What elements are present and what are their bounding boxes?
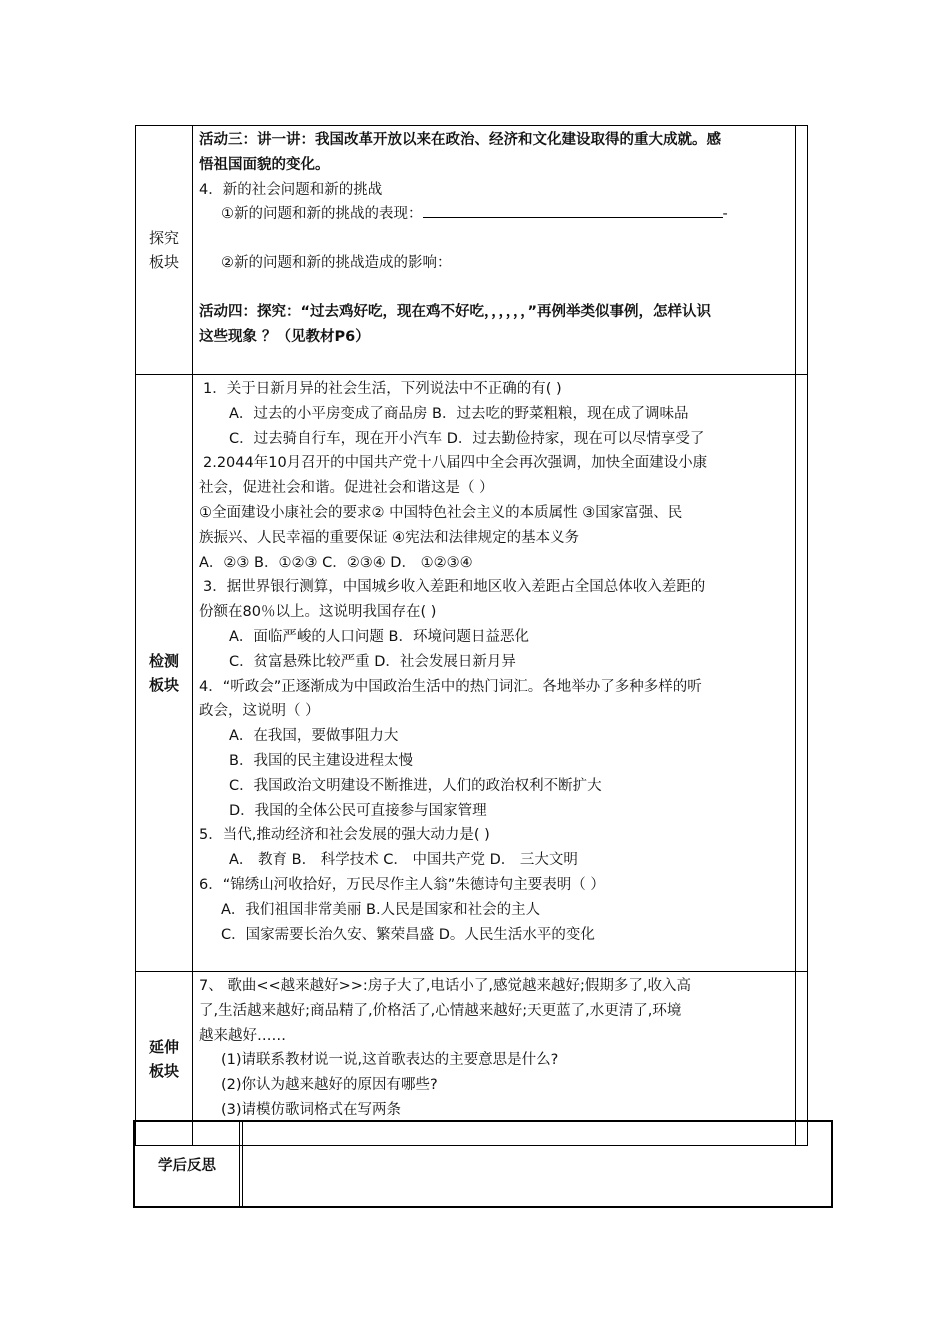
option-line: A．面临严峻的人口问题 B．环境问题日益恶化 — [229, 628, 529, 645]
song-line: 7、 歌曲<<越来越好>>:房子大了,电话小了,感觉越来越好;假期多了,收入高 — [199, 978, 692, 994]
reflection-box — [133, 1120, 833, 1208]
question-line: 社会，促进社会和谐。促进社会和谐这是（ ） — [199, 480, 494, 497]
option-line: D．我国的全体公民可直接参与国家管理 — [229, 802, 487, 819]
activity3-line2: 悟祖国面貌的变化。 — [199, 156, 330, 173]
item4-sub2: ②新的问题和新的挑战造成的影响： — [221, 255, 452, 272]
song-line: 了,生活越来越好;商品精了,价格活了,心情越来越好;天更蓝了,水更清了,环境 — [199, 1002, 682, 1019]
question-line: 份额在80％以上。这说明我国存在( ) — [199, 604, 437, 621]
extra-cell — [796, 126, 808, 375]
activity3-line1: 活动三：讲一讲：我国改革开放以来在政治、经济和文化建设取得的重大成就。感 — [199, 132, 721, 148]
option-line: C．过去骑自行车，现在开小汽车 D．过去勤俭持家，现在可以尽情享受了 — [229, 430, 705, 447]
test-content — [193, 375, 796, 972]
question-line: 1．关于日新月异的社会生活，下列说法中不正确的有( ) — [203, 381, 562, 397]
question-line: 5．当代,推动经济和社会发展的强大动力是( ) — [199, 827, 490, 844]
statement-line: 族振兴、人民幸福的重要保证 ④宪法和法律规定的基本义务 — [199, 529, 580, 546]
question-line: 6．“锦绣山河收拾好，万民尽作主人翁”朱德诗句主要表明（ ） — [199, 876, 605, 893]
test-label: 检测 板块 — [136, 375, 193, 972]
item4-title: 4．新的社会问题和新的挑战 — [199, 181, 383, 198]
question-line: 2.2044年10月召开的中国共产党十八届四中全会再次强调，加快全面建设小康 — [203, 455, 708, 472]
statement-line: ①全面建设小康社会的要求② 中国特色社会主义的本质属性 ③国家富强、民 — [199, 504, 683, 521]
explore-label: 探究 板块 — [136, 126, 193, 375]
song-line: 越来越好…… — [199, 1027, 286, 1044]
item4-sub1: ①新的问题和新的挑战的表现： - — [199, 202, 789, 227]
sub-question: (2)你认为越来越好的原因有哪些? — [221, 1077, 438, 1094]
answer-space — [199, 276, 789, 300]
option-line: A． 教育 B． 科学技术 C． 中国共产党 D． 三大文明 — [229, 852, 578, 869]
test-row — [136, 375, 808, 972]
question-line: 3．据世界银行测算，中国城乡收入差距和地区收入差距占全国总体收入差距的 — [203, 579, 706, 596]
reflection-label: 学后反思 — [135, 1122, 240, 1206]
activity4-line1: 活动四：探究：“过去鸡好吃，现在鸡不好吃，，，，，，”再例举类似事例，怎样认识 — [199, 303, 712, 320]
option-line: C．我国政治文明建设不断推进，人们的政治权利不断扩大 — [229, 777, 602, 794]
extend-label: 延伸 板块 — [136, 972, 193, 1146]
question-line: 政会，这说明（ ） — [199, 703, 320, 720]
option-line: A．在我国，要做事阻力大 — [229, 728, 399, 745]
option-line: B．我国的民主建设进程太慢 — [229, 752, 413, 769]
reflection-answer-area[interactable] — [244, 1122, 831, 1206]
option-line: C．国家需要长治久安、繁荣昌盛 D。人民生活水平的变化 — [221, 926, 595, 943]
worksheet-table — [135, 125, 808, 1146]
activity4-line2: 这些现象 ？（见教材P6） — [199, 328, 370, 345]
explore-row — [136, 126, 808, 375]
question-line: 4．“听政会”正逐渐成为中国政治生活中的热门词汇。各地举办了多种多样的听 — [199, 678, 702, 695]
answer-blank[interactable] — [423, 203, 723, 218]
extra-cell — [796, 375, 808, 972]
explore-content — [193, 126, 796, 375]
answer-space — [199, 227, 789, 251]
option-line: C．贫富悬殊比较严重 D．社会发展日新月异 — [229, 653, 516, 670]
option-line: A．我们祖国非常美丽 B.人民是国家和社会的主人 — [221, 901, 541, 918]
option-line: A．②③ B．①②③ C．②③④ D． ①②③④ — [199, 554, 473, 571]
sub-question: (1)请联系教材说一说,这首歌表达的主要意思是什么? — [221, 1052, 559, 1069]
option-line: A．过去的小平房变成了商品房 B．过去吃的野菜粗粮，现在成了调味品 — [229, 405, 689, 422]
sub-question: (3)请模仿歌词格式在写两条 — [221, 1101, 402, 1118]
